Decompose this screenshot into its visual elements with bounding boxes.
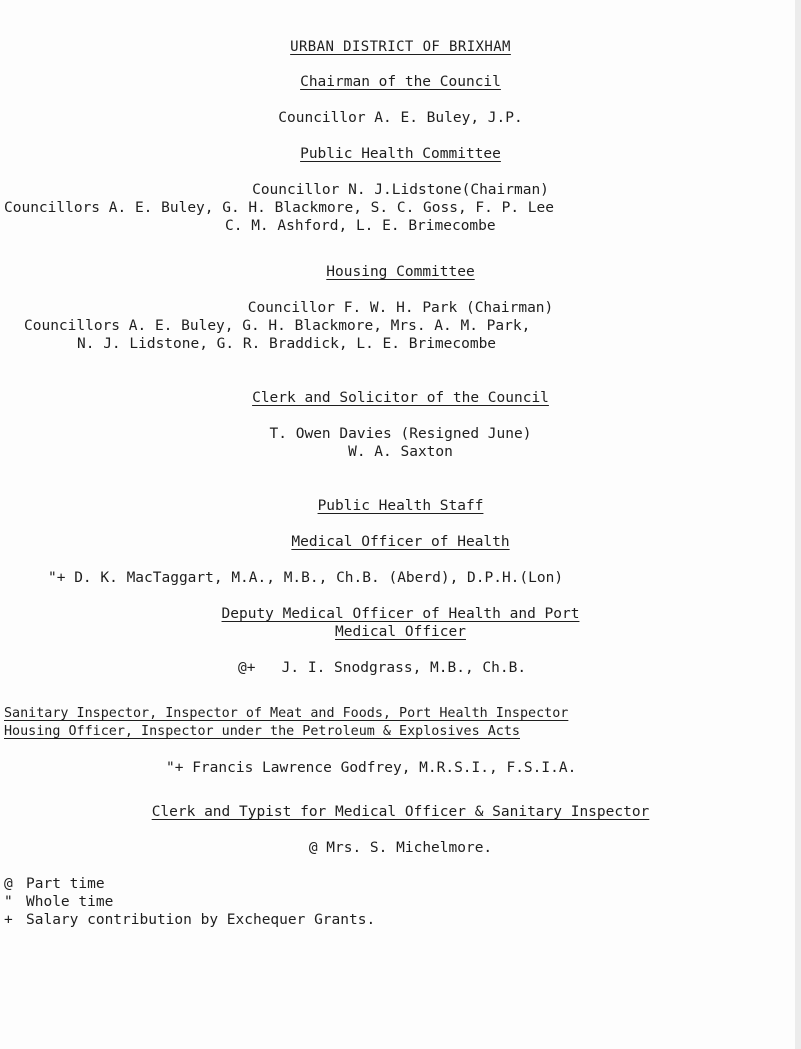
public-health-committee-heading: Public Health Committee	[300, 146, 501, 162]
legend-symbol: "	[4, 894, 13, 910]
chairman-name: Councillor A. E. Buley, J.P.	[278, 110, 523, 126]
legend-text: Whole time	[26, 894, 114, 910]
public-health-committee-members-1: Councillors A. E. Buley, G. H. Blackmore, S. C. Goss, F. P. Lee	[4, 200, 554, 216]
moh-name: "+ D. K. MacTaggart, M.A., M.B., Ch.B. (Aberd), D.P.H.(Lon)	[48, 570, 564, 586]
public-health-committee-members-2: C. M. Ashford, L. E. Brimecombe	[225, 218, 496, 234]
legend-text: Salary contribution by Exchequer Grants.	[26, 912, 376, 928]
legend-item	[4, 911, 375, 929]
inspector-name: "+ Francis Lawrence Godfrey, M.R.S.I., F.S.I.A.	[166, 760, 577, 776]
clerk-line-2: W. A. Saxton	[348, 444, 453, 460]
chairman-heading: Chairman of the Council	[300, 74, 501, 90]
legend-item	[4, 875, 105, 893]
document-title: URBAN DISTRICT OF BRIXHAM	[290, 39, 511, 55]
deputy-name: @+ J. I. Snodgrass, M.B., Ch.B.	[238, 660, 527, 676]
typist-heading: Clerk and Typist for Medical Officer & Sanitary Inspector	[151, 804, 650, 820]
moh-heading: Medical Officer of Health	[291, 534, 510, 550]
legend-symbol: @	[4, 876, 13, 892]
legend-text: Part time	[26, 876, 105, 892]
inspector-heading-2: Housing Officer, Inspector under the Petroleum & Explosives Acts	[4, 724, 520, 739]
legend-symbol: +	[4, 912, 13, 928]
housing-committee-members-1: Councillors A. E. Buley, G. H. Blackmore, Mrs. A. M. Park,	[24, 318, 531, 334]
public-health-committee-chair: Councillor N. J.Lidstone(Chairman)	[252, 182, 549, 198]
clerk-heading: Clerk and Solicitor of the Council	[252, 390, 549, 406]
inspector-heading-1: Sanitary Inspector, Inspector of Meat and Foods, Port Health Inspector	[4, 706, 569, 721]
legend-item	[4, 893, 113, 911]
clerk-line-1: T. Owen Davies (Resigned June)	[269, 426, 532, 442]
housing-committee-chair: Councillor F. W. H. Park (Chairman)	[247, 300, 554, 316]
deputy-heading-1: Deputy Medical Officer of Health and Port	[221, 606, 580, 622]
staff-heading: Public Health Staff	[317, 498, 484, 514]
housing-committee-members-2: N. J. Lidstone, G. R. Braddick, L. E. Brimecombe	[77, 336, 497, 352]
housing-committee-heading: Housing Committee	[326, 264, 475, 280]
typist-name: @ Mrs. S. Michelmore.	[308, 840, 493, 856]
deputy-heading-2: Medical Officer	[335, 624, 466, 640]
